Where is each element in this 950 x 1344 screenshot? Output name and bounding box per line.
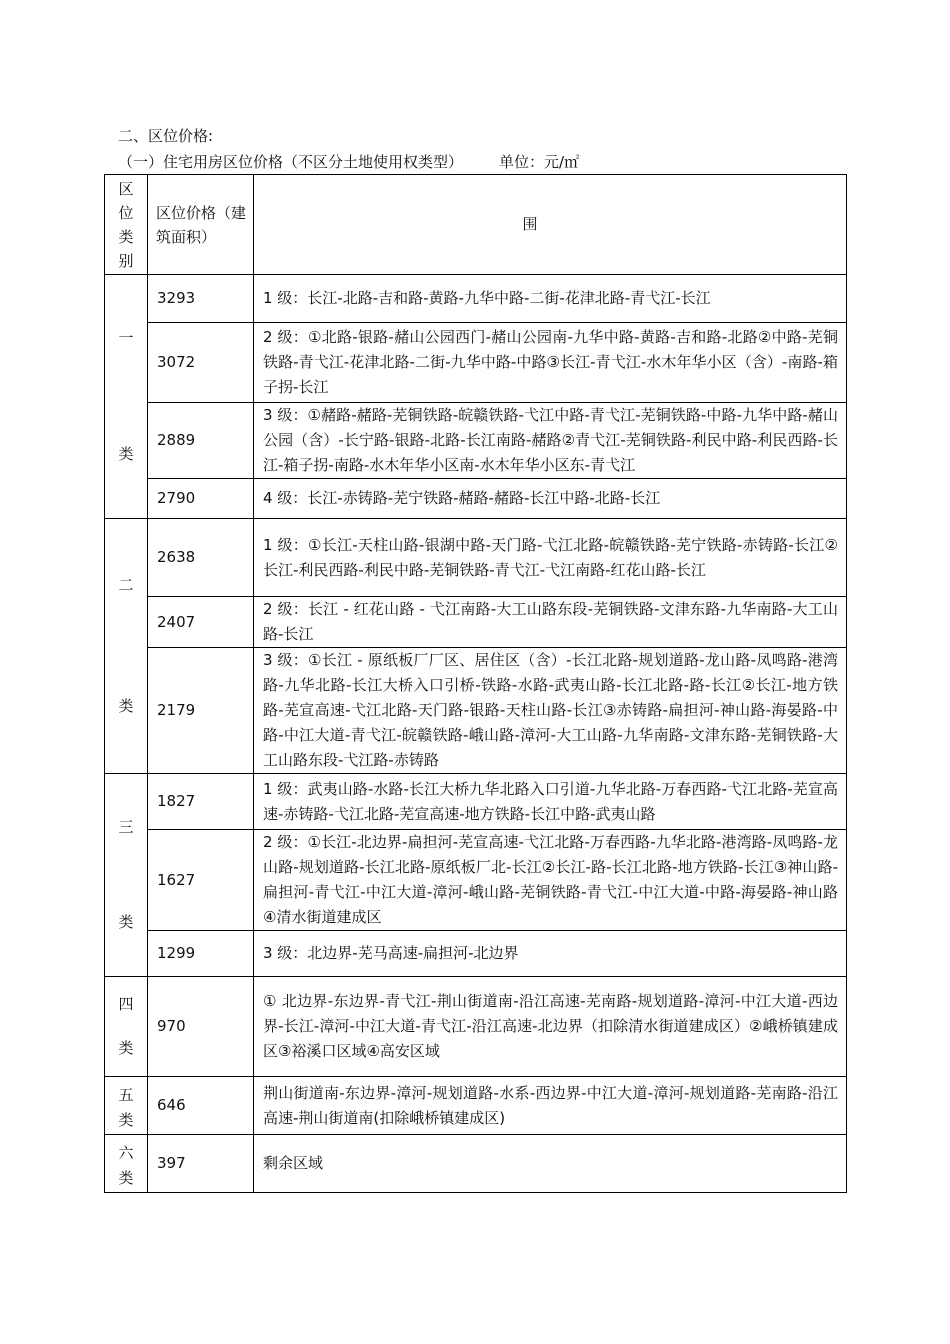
- header-price: 区位价格（建筑面积）: [148, 175, 254, 275]
- table-row: [105, 1077, 847, 1135]
- category-label-bottom: 类: [118, 445, 134, 463]
- category-cell: [105, 774, 148, 977]
- table-row: [105, 323, 847, 403]
- price-cell: 1827: [148, 774, 254, 830]
- table-row: [105, 597, 847, 648]
- price-cell: 2638: [148, 519, 254, 597]
- table-row: [105, 275, 847, 323]
- price-cell: 3072: [148, 323, 254, 403]
- category-label-top: 三: [118, 818, 134, 836]
- category-label: [105, 1141, 147, 1187]
- price-cell: 2179: [148, 648, 254, 774]
- price-table-body: [105, 175, 847, 1193]
- header-category: [105, 175, 148, 275]
- category-cell: [105, 1135, 148, 1193]
- table-row: [105, 479, 847, 519]
- scope-cell: 1 级：武夷山路-水路-长江大桥九华北路入口引道-九华北路-万春西路-弋江北路-芜宣高速-赤铸路-弋江北路-芜宣高速-地方铁路-长江中路-武夷山路: [254, 774, 847, 830]
- category-label-bottom: 类: [118, 1039, 134, 1057]
- price-cell: 646: [148, 1077, 254, 1135]
- category-label-bottom: 类: [118, 1110, 134, 1129]
- unit-label: 单位：元/㎡: [499, 153, 580, 171]
- header-category-text: 区位类别: [118, 179, 134, 270]
- table-row: [105, 648, 847, 774]
- price-table: [104, 174, 847, 1193]
- table-row: [105, 830, 847, 931]
- header-scope-text: 围: [522, 215, 538, 233]
- scope-cell: 1 级：①长江-天柱山路-银湖中路-天门路-弋江北路-皖赣铁路-芜宁铁路-赤铸路-长江②长江-利民西路-利民中路-芜铜铁路-青弋江-弋江南路-红花山路-长江: [254, 519, 847, 597]
- category-cell: [105, 275, 148, 519]
- category-label-top: 四: [118, 995, 134, 1013]
- category-label-top: 一: [118, 329, 134, 347]
- table-row: [105, 403, 847, 479]
- category-label: [105, 281, 147, 513]
- category-label-top: 六: [118, 1143, 134, 1162]
- scope-cell: 2 级：①北路-银路-赭山公园西门-赭山公园南-九华中路-黄路-吉和路-北路②中路-芜铜铁路-青弋江-花津北路-二街-九华中路-中路③长江-青弋江-水木年华小区（含）-南路-箱子拐-长江: [254, 323, 847, 403]
- category-label-bottom: 类: [118, 697, 134, 715]
- scope-cell: 1 级：长江-北路-吉和路-黄路-九华中路-二街-花津北路-青弋江-长江: [254, 275, 847, 323]
- category-label: [105, 983, 147, 1071]
- category-cell: [105, 1077, 148, 1135]
- scope-cell: 3 级：①赭路-赭路-芜铜铁路-皖赣铁路-弋江中路-青弋江-芜铜铁路-中路-九华中路-赭山公园（含）-长宁路-银路-北路-长江南路-赭路②青弋江-芜铜铁路-利民中路-利民西路-长江-箱子拐-南路-水木年华小区南-水木年华小区东-青弋江: [254, 403, 847, 479]
- scope-cell: 荆山街道南-东边界-漳河-规划道路-水系-西边界-中江大道-漳河-规划道路-芜南路-沿江高速-荆山街道南(扣除峨桥镇建成区): [254, 1077, 847, 1135]
- category-cell: [105, 977, 148, 1077]
- category-label: [105, 1083, 147, 1129]
- caption-text: （一）住宅用房区位价格（不区分土地使用权类型）: [118, 153, 464, 171]
- category-label-bottom: 类: [118, 1168, 134, 1187]
- table-row: [105, 774, 847, 830]
- scope-cell: 3 级：北边界-芜马高速-扁担河-北边界: [254, 931, 847, 977]
- category-label: [105, 780, 147, 970]
- scope-cell: 剩余区域: [254, 1135, 847, 1193]
- scope-cell: ① 北边界-东边界-青弋江-荆山街道南-沿江高速-芜南路-规划道路-漳河-中江大道-西边界-长江-漳河-中江大道-青弋江-沿江高速-北边界（扣除清水街道建成区）②峨桥镇建成区③裕溪口区域④高安区域: [254, 977, 847, 1077]
- table-caption: [118, 151, 579, 173]
- table-row: [105, 1135, 847, 1193]
- price-cell: 2889: [148, 403, 254, 479]
- price-cell: 2790: [148, 479, 254, 519]
- table-row: [105, 977, 847, 1077]
- price-cell: 3293: [148, 275, 254, 323]
- price-cell: 1627: [148, 830, 254, 931]
- section-heading: 二、区位价格:: [118, 127, 214, 145]
- category-label-top: 二: [118, 576, 134, 594]
- header-scope: [254, 175, 847, 275]
- price-cell: 2407: [148, 597, 254, 648]
- table-header-row: [105, 175, 847, 275]
- scope-cell: 3 级：①长江 - 原纸板厂厂区、居住区（含）-长江北路-规划道路-龙山路-凤鸣路-港湾路-九华北路-长江大桥入口引桥-铁路-水路-武夷山路-长江北路-路-长江②长江-地方铁路-芜宣高速-弋江北路-天门路-银路-天柱山路-长江③赤铸路-扁担河-神山路-海晏路-中路-中江大道-青弋江-皖赣铁路-峨山路-漳河-大工山路-九华南路-文津东路-芜铜铁路-大工山路东段-弋江路-赤铸路: [254, 648, 847, 774]
- table-row: [105, 931, 847, 977]
- scope-cell: 2 级：①长江-北边界-扁担河-芜宣高速-弋江北路-万春西路-九华北路-港湾路-凤鸣路-龙山路-规划道路-长江北路-原纸板厂北-长江②长江-路-长江北路-地方铁路-长江③神山路-扁担河-青弋江-中江大道-漳河-峨山路-芜铜铁路-青弋江-中江大道-中路-海晏路-神山路④清水街道建成区: [254, 830, 847, 931]
- price-cell: 1299: [148, 931, 254, 977]
- price-cell: 397: [148, 1135, 254, 1193]
- category-label-top: 五: [118, 1085, 134, 1104]
- price-cell: 970: [148, 977, 254, 1077]
- scope-cell: 2 级：长江 - 红花山路 - 弋江南路-大工山路东段-芜铜铁路-文津东路-九华南路-大工山路-长江: [254, 597, 847, 648]
- table-row: [105, 519, 847, 597]
- category-cell: [105, 519, 148, 774]
- category-label: [105, 525, 147, 767]
- scope-cell: 4 级：长江-赤铸路-芜宁铁路-赭路-赭路-长江中路-北路-长江: [254, 479, 847, 519]
- category-label-bottom: 类: [118, 913, 134, 931]
